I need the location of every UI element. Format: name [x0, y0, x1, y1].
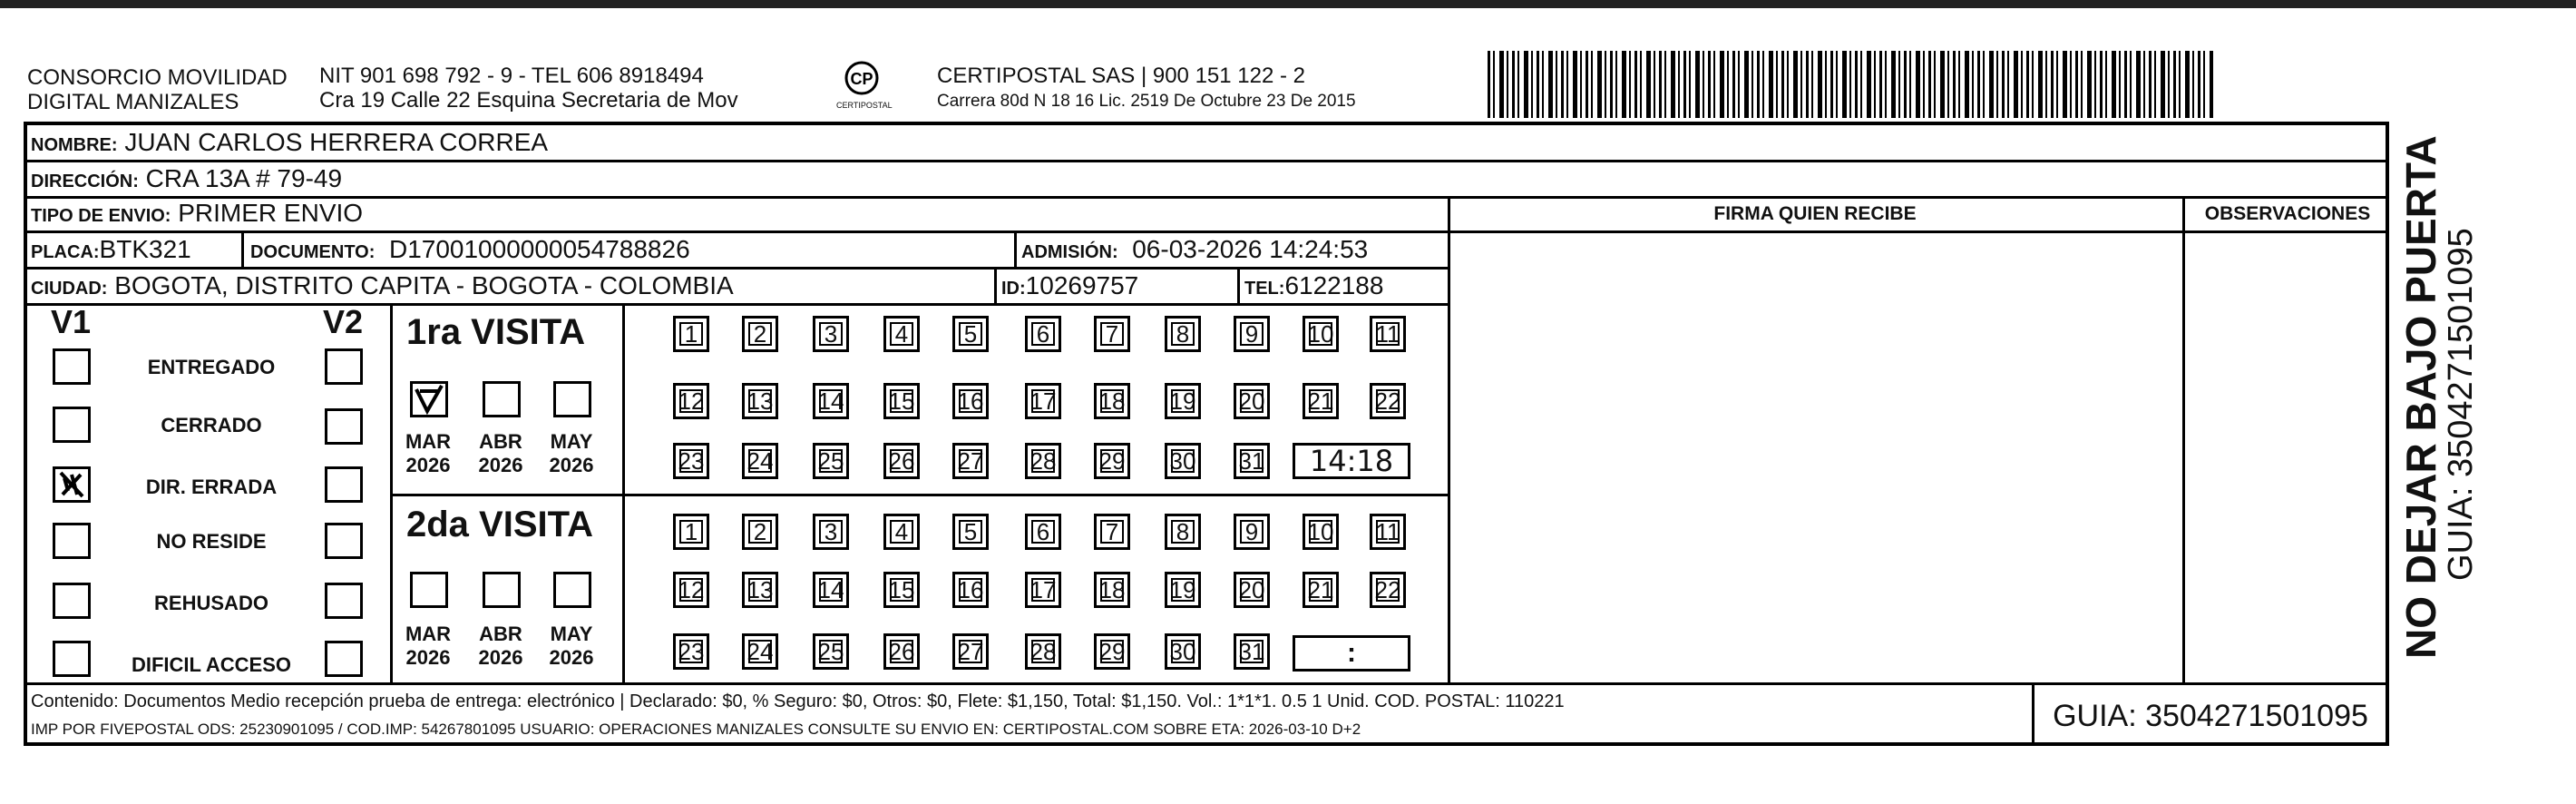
- v1-checkbox-rehusado[interactable]: [53, 583, 91, 619]
- divider: [1237, 267, 1240, 303]
- second-visit-day-11[interactable]: 11: [1370, 514, 1406, 550]
- v2-checkbox-no-reside[interactable]: [325, 523, 363, 559]
- first-visit-day-13[interactable]: 13: [742, 383, 778, 419]
- v1-checkbox-dificil-acceso[interactable]: [53, 641, 91, 677]
- second-visit-day-9[interactable]: 9: [1234, 514, 1270, 550]
- divider: [1448, 230, 2389, 233]
- divider: [390, 494, 1448, 496]
- month-label: ABR 2026: [478, 430, 523, 476]
- month-label: ABR 2026: [478, 623, 523, 669]
- tel-field: TEL:6122188: [1244, 271, 1384, 299]
- company-name: CONSORCIO MOVILIDAD DIGITAL MANIZALES: [27, 65, 288, 114]
- option-rehusado: REHUSADO: [154, 592, 268, 614]
- second-visit-day-25[interactable]: 25: [813, 633, 849, 670]
- first-visit-day-2[interactable]: 2: [742, 316, 778, 352]
- id-field: ID:10269757: [1001, 271, 1139, 299]
- second-visit-day-16[interactable]: 16: [952, 572, 989, 608]
- second-visit-title: 2da VISITA: [406, 505, 593, 544]
- first-visit-day-16[interactable]: 16: [952, 383, 989, 419]
- observations-area[interactable]: [2186, 234, 2386, 679]
- first-visit-day-21[interactable]: 21: [1303, 383, 1339, 419]
- second-visit-day-7[interactable]: 7: [1094, 514, 1130, 550]
- torn-top-edge: [0, 0, 2576, 15]
- first-visit-day-15[interactable]: 15: [883, 383, 920, 419]
- first-visit-day-18[interactable]: 18: [1094, 383, 1130, 419]
- first-visit-day-27[interactable]: 27: [952, 443, 989, 479]
- first-visit-day-25[interactable]: 25: [813, 443, 849, 479]
- direccion-row: DIRECCIÓN: CRA 13A # 79-49: [31, 164, 343, 192]
- first-visit-day-1[interactable]: 1: [673, 316, 709, 352]
- firma-header: FIRMA QUIEN RECIBE: [1713, 203, 1917, 224]
- month-label: MAR 2026: [405, 430, 452, 476]
- footer-guia: GUIA: 3504271501095: [2053, 699, 2368, 733]
- divider: [24, 196, 2389, 199]
- courier-address: Carrera 80d N 18 16 Lic. 2519 De Octubre 23 De 2015: [937, 92, 1356, 111]
- second-visit-day-26[interactable]: 26: [883, 633, 920, 670]
- contenido-text: Contenido: Documentos Medio recepción prueba de entrega: electrónico | Declarado: $0, % Seguro: $0, Otros: $0, Flete: $1,150, Total: $1,150. Vol.: 1*1*1. 0.5 1 Unid. COD. POSTAL: 110221: [31, 691, 1565, 711]
- first-visit-day-6[interactable]: 6: [1025, 316, 1061, 352]
- first-visit-day-20[interactable]: 20: [1234, 383, 1270, 419]
- second-visit-day-8[interactable]: 8: [1165, 514, 1201, 550]
- barcode: [1488, 51, 2213, 118]
- second-visit-day-5[interactable]: 5: [952, 514, 989, 550]
- second-visit-day-27[interactable]: 27: [952, 633, 989, 670]
- second-visit-day-30[interactable]: 30: [1165, 633, 1201, 670]
- first-visit-day-4[interactable]: 4: [883, 316, 920, 352]
- v2-checkbox-dificil-acceso[interactable]: [325, 641, 363, 677]
- first-visit-day-31[interactable]: 31: [1234, 443, 1270, 479]
- no-dejar-warning: NO DEJAR BAJO PUERTA: [2397, 135, 2444, 659]
- v1-checkbox-cerrado[interactable]: [53, 407, 91, 443]
- first-visit-day-23[interactable]: 23: [673, 443, 709, 479]
- first-visit-month-mar[interactable]: [410, 381, 448, 417]
- nombre-row: NOMBRE: JUAN CARLOS HERRERA CORREA: [31, 128, 549, 156]
- option-dir-errada: DIR. ERRADA: [145, 476, 278, 498]
- first-visit-day-9[interactable]: 9: [1234, 316, 1270, 352]
- second-visit-month-may[interactable]: [553, 572, 591, 608]
- first-visit-day-19[interactable]: 19: [1165, 383, 1201, 419]
- certipostal-logo: CP CERTIPOSTAL: [836, 60, 887, 110]
- second-visit-day-28[interactable]: 28: [1025, 633, 1061, 670]
- second-visit-day-10[interactable]: 10: [1303, 514, 1339, 550]
- first-visit-day-7[interactable]: 7: [1094, 316, 1130, 352]
- first-visit-month-may[interactable]: [553, 381, 591, 417]
- first-visit-day-17[interactable]: 17: [1025, 383, 1061, 419]
- documento-field: DOCUMENTO: D17001000000054788826: [250, 235, 690, 263]
- first-visit-day-30[interactable]: 30: [1165, 443, 1201, 479]
- second-visit-day-17[interactable]: 17: [1025, 572, 1061, 608]
- second-visit-day-4[interactable]: 4: [883, 514, 920, 550]
- checkmark-icon: [413, 384, 445, 415]
- option-no-reside: NO RESIDE: [156, 530, 267, 553]
- v1-checkbox-dir-errada[interactable]: [53, 466, 91, 503]
- first-visit-day-8[interactable]: 8: [1165, 316, 1201, 352]
- second-visit-day-3[interactable]: 3: [813, 514, 849, 550]
- v2-checkbox-dir-errada[interactable]: [325, 466, 363, 503]
- first-visit-title: 1ra VISITA: [406, 312, 586, 352]
- first-visit-day-29[interactable]: 29: [1094, 443, 1130, 479]
- divider: [1014, 230, 1017, 267]
- second-visit-day-6[interactable]: 6: [1025, 514, 1061, 550]
- first-visit-day-10[interactable]: 10: [1303, 316, 1339, 352]
- first-visit-month-abr[interactable]: [483, 381, 521, 417]
- month-label: MAR 2026: [405, 623, 452, 669]
- v2-checkbox-entregado[interactable]: [325, 348, 363, 385]
- second-visit-day-12[interactable]: 12: [673, 572, 709, 608]
- first-visit-day-14[interactable]: 14: [813, 383, 849, 419]
- first-visit-day-26[interactable]: 26: [883, 443, 920, 479]
- second-visit-month-mar[interactable]: [410, 572, 448, 608]
- second-visit-month-abr[interactable]: [483, 572, 521, 608]
- second-visit-day-21[interactable]: 21: [1303, 572, 1339, 608]
- divider: [241, 230, 244, 267]
- svg-text:CP: CP: [850, 70, 873, 88]
- second-visit-day-18[interactable]: 18: [1094, 572, 1130, 608]
- second-visit-day-15[interactable]: 15: [883, 572, 920, 608]
- first-visit-day-3[interactable]: 3: [813, 316, 849, 352]
- second-visit-day-24[interactable]: 24: [742, 633, 778, 670]
- option-dificil-acceso: DIFICIL ACCESO: [131, 653, 291, 676]
- first-visit-day-11[interactable]: 11: [1370, 316, 1406, 352]
- second-visit-day-14[interactable]: 14: [813, 572, 849, 608]
- second-visit-day-2[interactable]: 2: [742, 514, 778, 550]
- second-visit-day-19[interactable]: 19: [1165, 572, 1201, 608]
- second-visit-day-13[interactable]: 13: [742, 572, 778, 608]
- divider: [1448, 196, 1450, 682]
- signature-area[interactable]: [1451, 234, 2179, 679]
- divider: [622, 303, 625, 682]
- second-visit-day-31[interactable]: 31: [1234, 633, 1270, 670]
- side-guia: GUIA: 3504271501095: [2442, 228, 2480, 581]
- option-entregado: ENTREGADO: [147, 356, 276, 378]
- company-contact: NIT 901 698 792 - 9 - TEL 606 8918494 Cra 19 Calle 22 Esquina Secretaria de Mov: [319, 64, 738, 113]
- v2-checkbox-rehusado[interactable]: [325, 583, 363, 619]
- placa-field: PLACA:BTK321: [31, 235, 191, 263]
- v2-checkbox-cerrado[interactable]: [325, 408, 363, 445]
- handwritten-mark-icon: [55, 469, 88, 500]
- divider: [390, 303, 393, 682]
- first-visit-day-24[interactable]: 24: [742, 443, 778, 479]
- v1-checkbox-no-reside[interactable]: [53, 523, 91, 559]
- v2-label: V2: [323, 303, 364, 340]
- first-visit-day-22[interactable]: 22: [1370, 383, 1406, 419]
- first-visit-time[interactable]: 14:18: [1293, 443, 1410, 479]
- courier-name: CERTIPOSTAL SAS | 900 151 122 - 2: [937, 64, 1305, 88]
- second-visit-day-22[interactable]: 22: [1370, 572, 1406, 608]
- second-visit-day-23[interactable]: 23: [673, 633, 709, 670]
- first-visit-day-12[interactable]: 12: [673, 383, 709, 419]
- admision-field: ADMISIÓN: 06-03-2026 14:24:53: [1021, 235, 1369, 263]
- v1-label: V1: [51, 303, 92, 340]
- second-visit-day-20[interactable]: 20: [1234, 572, 1270, 608]
- second-visit-day-1[interactable]: 1: [673, 514, 709, 550]
- second-visit-time[interactable]: :: [1293, 635, 1410, 672]
- option-cerrado: CERRADO: [161, 414, 262, 436]
- observaciones-header: OBSERVACIONES: [2204, 203, 2371, 224]
- second-visit-day-29[interactable]: 29: [1094, 633, 1130, 670]
- month-label: MAY 2026: [549, 623, 594, 669]
- divider: [2182, 196, 2185, 682]
- ciudad-field: CIUDAD: BOGOTA, DISTRITO CAPITA - BOGOTA - COLOMBIA: [31, 271, 734, 299]
- first-visit-day-5[interactable]: 5: [952, 316, 989, 352]
- month-label: MAY 2026: [549, 430, 594, 476]
- imp-text: IMP POR FIVEPOSTAL ODS: 25230901095 / COD.IMP: 54267801095 USUARIO: OPERACIONES MANIZALES CONSULTE SU ENVIO EN: CERTIPOSTAL.COM SOBRE ETA: 2026-03-10 D+2: [31, 721, 1361, 738]
- v1-checkbox-entregado[interactable]: [53, 348, 91, 385]
- first-visit-day-28[interactable]: 28: [1025, 443, 1061, 479]
- tipo-envio-row: TIPO DE ENVIO: PRIMER ENVIO: [31, 199, 364, 227]
- divider: [994, 267, 997, 303]
